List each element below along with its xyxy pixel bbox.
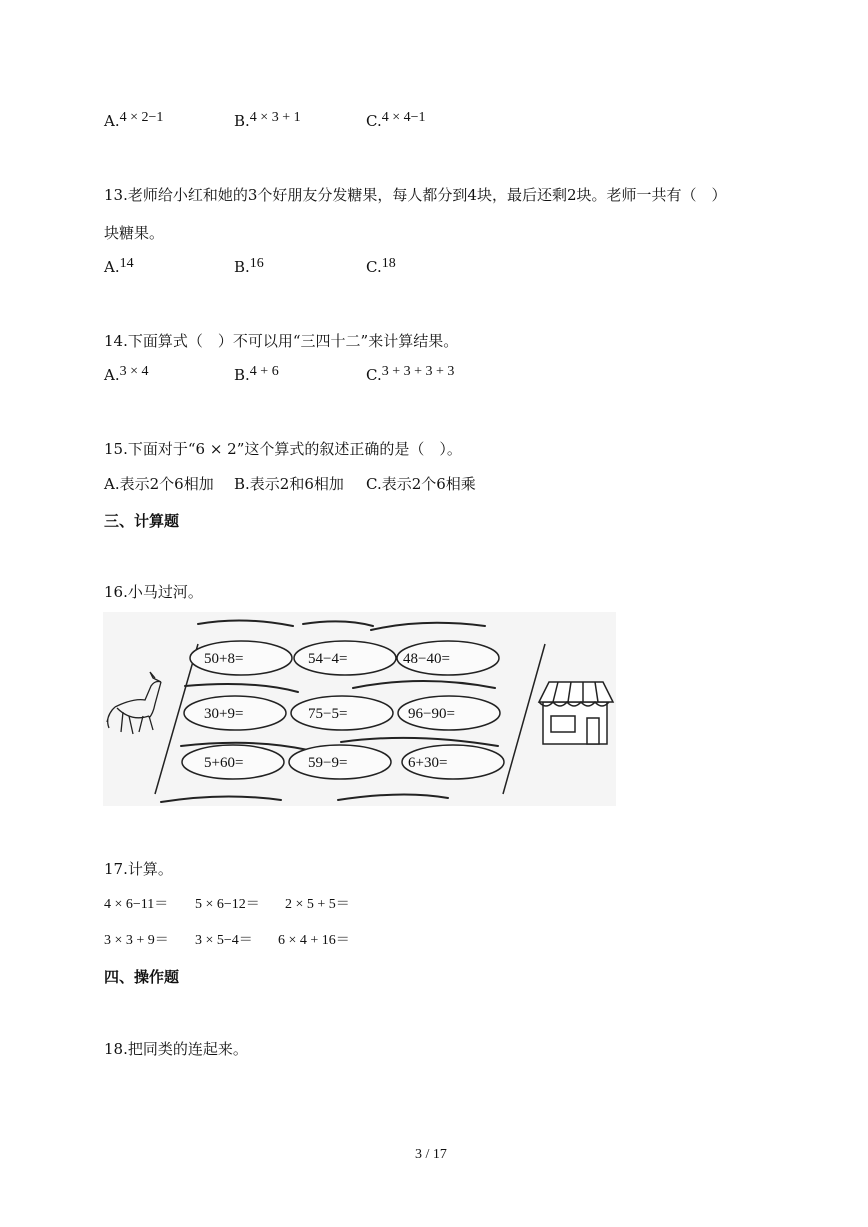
q17-row2-item2: 3 × 5−4＝ [195,933,253,948]
q17-row1-item1: 4 × 6−11＝ [104,897,169,912]
horse-crossing-river-figure [103,612,616,806]
stone-9-label: 6+30= [408,755,448,771]
q17-row2-item1: 3 × 3 + 9＝ [104,933,169,948]
stone-6-label: 96−90= [408,706,455,722]
q12-option-a: A.4 × 2−1 [104,110,164,130]
q18-text: 18.把同类的连起来。 [104,1040,248,1058]
section-3-title: 三、计算题 [104,512,180,530]
q15-option-b: B.表示2和6相加 [234,475,344,493]
q17-text: 17.计算。 [104,860,173,878]
stone-8-label: 59−9= [308,755,348,771]
q12-option-c: C.4 × 4−1 [366,110,426,130]
stone-7-label: 5+60= [204,755,244,771]
horse-icon [107,672,161,734]
stone-3-label: 48−40= [403,651,450,667]
q13-option-b: B.16 [234,256,264,276]
section-4-title: 四、操作题 [104,968,180,986]
q15-text: 15.下面对于“6 × 2”这个算式的叙述正确的是（ ）。 [104,440,462,458]
stone-1-label: 50+8= [204,651,244,667]
q14-option-a: A.3 × 4 [104,364,149,384]
q17-row1-item3: 2 × 5 + 5＝ [285,897,350,912]
q13-text-line2: 块糖果。 [104,224,165,242]
q13-option-c: C.18 [366,256,396,276]
q14-option-c: C.3 + 3 + 3 + 3 [366,364,455,384]
q15-option-a: A.表示2个6相加 [104,475,214,493]
q16-text: 16.小马过河。 [104,583,203,601]
q13-option-a: A.14 [104,256,134,276]
stone-4-label: 30+9= [204,706,244,722]
q12-option-b: B.4 × 3 + 1 [234,110,301,130]
q17-row1-item2: 5 × 6−12＝ [195,897,260,912]
stone-2-label: 54−4= [308,651,348,667]
q13-text-line1: 13.老师给小红和她的3个好朋友分发糖果，每人都分到4块，最后还剩2块。老师一共有（ ） [104,186,727,204]
right-bank-line [503,644,545,794]
q14-text: 14.下面算式（ ）不可以用“三四十二”来计算结果。 [104,332,459,350]
page-number: 3 / 17 [415,1147,447,1162]
store-icon [539,682,613,744]
q15-option-c: C.表示2个6相乘 [366,475,476,493]
stone-5-label: 75−5= [308,706,348,722]
q17-row2-item3: 6 × 4 + 16＝ [278,933,350,948]
q14-option-b: B.4 + 6 [234,364,279,384]
